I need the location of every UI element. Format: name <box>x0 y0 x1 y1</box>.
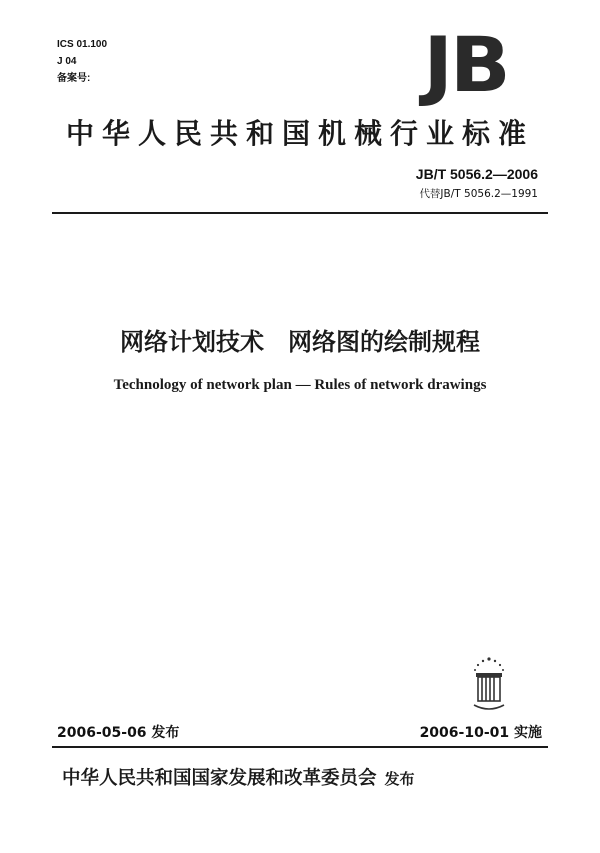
ics-code: ICS 01.100 <box>57 39 108 50</box>
chinese-title: 网络计划技术 网络图的绘制规程 <box>120 328 480 356</box>
category-code: J 04 <box>57 56 77 67</box>
record-number: 备案号: <box>57 73 91 84</box>
implementation-date: 2006-10-01 实施 <box>419 725 542 741</box>
jb-logo: JB <box>423 20 508 109</box>
top-divider <box>52 212 548 214</box>
issue-date: 2006-05-06 发布 <box>57 725 180 741</box>
issuer-name: 中华人民共和国国家发展和改革委员会 <box>62 768 377 789</box>
publisher-seal-icon <box>466 655 512 715</box>
issuer-suffix: 发布 <box>384 770 415 788</box>
bottom-divider <box>52 746 548 748</box>
issuing-authority <box>62 764 415 790</box>
replaces-standard: 代替JB/T 5056.2—1991 <box>419 188 538 200</box>
document-meta <box>57 36 107 87</box>
english-title: Technology of network plan — Rules of network drawings <box>113 377 487 393</box>
industry-standard-title: 中华人民共和国机械行业标准 <box>65 117 534 150</box>
standard-number: JB/T 5056.2—2006 <box>415 166 538 182</box>
